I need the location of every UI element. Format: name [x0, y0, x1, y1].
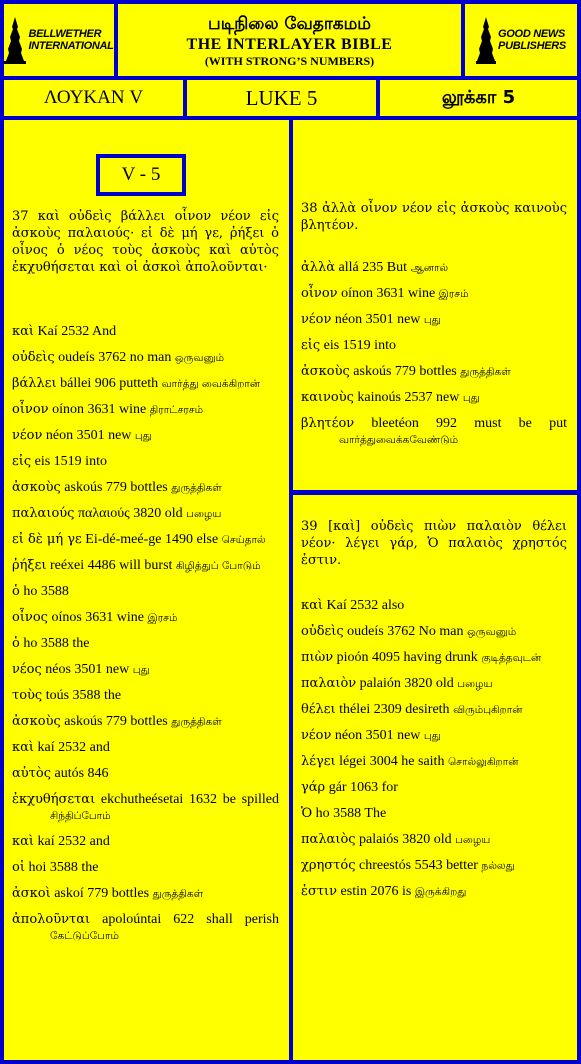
word-entry — [301, 598, 567, 614]
word-entry — [301, 702, 567, 718]
gloss: kaí 2532 and — [34, 740, 110, 755]
greek-word: θέλει — [301, 702, 336, 717]
word-entry — [301, 806, 567, 822]
tamil-gloss: சிந்திப்போம் — [50, 810, 111, 822]
word-entry — [301, 780, 567, 796]
word-entry — [301, 650, 567, 666]
word-entry — [12, 454, 279, 470]
tamil-gloss: புது — [134, 430, 152, 442]
word-entry — [301, 624, 567, 640]
word-entry — [301, 390, 567, 406]
greek-word: ἀσκοὺς — [12, 714, 61, 729]
word-entry — [12, 376, 279, 392]
word-entry — [301, 364, 567, 380]
greek-word: ἀσκοὺς — [12, 480, 61, 495]
word-entry — [12, 532, 279, 548]
word-entry — [12, 584, 279, 600]
chapter-label: V - 5 — [100, 158, 182, 192]
greek-word: ῥήξει — [12, 558, 47, 573]
greek-word: βλητέον — [301, 416, 355, 431]
word-entry — [12, 350, 279, 366]
tamil-gloss: இருக்கிறது — [414, 886, 467, 898]
word-entry — [12, 662, 279, 678]
greek-word: βάλλει — [12, 376, 57, 391]
tamil-gloss: ஒருவனும் — [174, 352, 225, 364]
tamil-gloss: புது — [462, 392, 480, 404]
logo-line1: BELLWETHER — [28, 28, 102, 40]
greek-word: χρηστός — [301, 858, 356, 873]
greek-word: οἶνον — [301, 286, 338, 301]
greek-word: Ὁ — [301, 806, 313, 821]
word-entry — [301, 728, 567, 744]
word-entry — [301, 676, 567, 692]
greek-word: οἱ — [12, 860, 25, 875]
gloss: kainoús 2537 new — [353, 390, 463, 405]
logo-line1: GOOD NEWS — [498, 28, 566, 40]
greek-word: αὐτὸς — [12, 766, 51, 781]
greek-word: παλαιὸν — [301, 676, 357, 691]
greek-word: λέγει — [301, 754, 336, 769]
word-entry — [301, 312, 567, 328]
tamil-gloss: துருத்திகள் — [152, 888, 204, 900]
gloss: apoloúntai 622 shall perish — [90, 912, 279, 927]
gloss: ho 3588 — [19, 584, 69, 599]
word-entry — [12, 558, 279, 574]
tamil-gloss: கேட்டுப்போம் — [50, 930, 119, 942]
word-entry — [301, 884, 567, 900]
word-entry — [12, 912, 279, 944]
gloss: allá 235 But — [335, 260, 411, 275]
book-greek: ΛΟΥΚΑΝ V — [4, 80, 183, 116]
gloss: oudeís 3762 no man — [54, 350, 175, 365]
gloss: oínon 3631 wine — [48, 402, 150, 417]
word-entry — [301, 858, 567, 874]
word-entry — [12, 610, 279, 626]
greek-word: παλαιὸς — [301, 832, 356, 847]
word-entry — [12, 480, 279, 496]
gloss: ho 3588 the — [19, 636, 90, 651]
gloss: Ei-dé-meé-ge 1490 else — [81, 532, 222, 547]
left-word-list — [12, 324, 279, 954]
word-entry — [12, 792, 279, 824]
greek-word: καὶ — [12, 324, 35, 339]
title-tamil: படிநிலை வேதாகமம் — [208, 13, 371, 34]
gloss: thélei 2309 desireth — [335, 702, 454, 717]
tamil-gloss: பழைய — [457, 678, 493, 690]
tamil-gloss: பழைய — [455, 834, 491, 846]
word-entry — [12, 766, 279, 782]
gloss: chreestós 5543 better — [355, 858, 482, 873]
tamil-gloss: கிழித்துப் போடும் — [175, 560, 261, 572]
word-entry — [12, 860, 279, 876]
greek-word: οἶνος — [12, 610, 48, 625]
gloss: reéxei 4486 will burst — [46, 558, 176, 573]
book-english: LUKE 5 — [187, 80, 376, 116]
tamil-gloss: நல்லது — [481, 860, 515, 872]
greek-word: πιὼν — [301, 650, 334, 665]
tamil-gloss: புது — [423, 314, 441, 326]
verse-38-text: 38 ἀλλὰ οἶνον νέον εἰς ἀσκοὺς καινοὺς βλητέον. — [301, 201, 567, 233]
verse-37-text: 37 καὶ οὐδεὶς βάλλει οἶνον νέον εἰς ἀσκοὺς παλαιούς· εἰ δὲ μή γε, ῥήξει ὁ οἶνος ὁ νέος τοὺς ἀσκοὺς καὶ αὐτὸς ἐκχυθήσεται καὶ οἱ ἀσκοὶ ἀπολοῦνται· — [12, 209, 279, 275]
gloss: oínon 3631 wine — [337, 286, 439, 301]
logo-line2: INTERNATIONAL — [28, 40, 114, 52]
greek-word: ἐστιν — [301, 884, 338, 899]
greek-word: καὶ — [301, 598, 324, 613]
tamil-gloss: இரசம் — [147, 612, 178, 624]
word-entry — [12, 402, 279, 418]
gloss: néon 3501 new — [331, 312, 424, 327]
gloss: ho 3588 The — [312, 806, 387, 821]
word-entry — [12, 324, 279, 340]
gloss: légei 3004 he saith — [335, 754, 448, 769]
bellwether-logo — [4, 4, 114, 76]
word-entry — [301, 416, 567, 448]
gloss: hoi 3588 the — [24, 860, 99, 875]
tamil-gloss: இரசம் — [438, 288, 469, 300]
verse-39-text: 39 [καὶ] οὐδεὶς πιὼν παλαιὸν θέλει νέον· λέγει γάρ, Ὁ παλαιὸς χρηστός ἐστιν. — [301, 519, 567, 568]
gloss: toús 3588 the — [42, 688, 122, 703]
tamil-gloss: பழைய — [186, 508, 222, 520]
greek-word: ἀπολοῦνται — [12, 912, 91, 927]
greek-word: γάρ — [301, 780, 326, 795]
gloss: eis 1519 into — [31, 454, 107, 469]
gloss: néon 3501 new — [42, 428, 135, 443]
word-entry — [301, 832, 567, 848]
greek-word: οἶνον — [12, 402, 49, 417]
title-english: THE INTERLAYER BIBLE — [186, 35, 393, 53]
greek-word: εἰς — [12, 454, 32, 469]
tamil-gloss: செய்தால் — [221, 534, 266, 546]
gloss: askoús 779 bottles — [349, 364, 461, 379]
greek-word: οὐδεὶς — [301, 624, 344, 639]
tamil-gloss: ஆனால் — [410, 262, 449, 274]
gloss: askoús 779 bottles — [60, 480, 172, 495]
greek-word: εἰ δὲ μή γε — [12, 532, 82, 547]
gloss: bleetéon 992 must be put — [354, 416, 567, 431]
tamil-gloss: துருத்திகள் — [171, 482, 222, 494]
tamil-gloss: சொல்லுகிறான் — [447, 756, 519, 768]
gloss: kaí 2532 and — [34, 834, 110, 849]
word-entry — [12, 886, 279, 902]
word-entry — [301, 754, 567, 770]
gloss: néos 3501 new — [41, 662, 133, 677]
greek-word: εἰς — [301, 338, 321, 353]
right-top-word-list — [301, 260, 567, 458]
greek-word: καὶ — [12, 740, 35, 755]
gloss: ekchutheésetai 1632 be spilled — [95, 792, 279, 807]
greek-word: ὁ — [12, 584, 20, 599]
greek-word: νέον — [301, 728, 332, 743]
word-entry — [12, 428, 279, 444]
greek-word: οὐδεὶς — [12, 350, 55, 365]
gloss: askoús 779 bottles — [60, 714, 172, 729]
word-entry — [12, 740, 279, 756]
word-entry — [12, 714, 279, 730]
greek-word: ἀσκοὺς — [301, 364, 350, 379]
word-entry — [301, 260, 567, 276]
bellwether-logo-icon — [4, 15, 26, 65]
greek-word: καὶ — [12, 834, 35, 849]
tamil-gloss: துருத்திகள் — [171, 716, 222, 728]
tamil-gloss: புது — [423, 730, 441, 742]
tamil-gloss: வார்த்துவைக்கவேண்டும் — [339, 434, 459, 446]
greek-word: νέον — [12, 428, 43, 443]
gloss: bállei 906 putteth — [56, 376, 162, 391]
greek-word: ἀσκοὶ — [12, 886, 51, 901]
greek-word: νέος — [12, 662, 42, 677]
word-entry — [301, 338, 567, 354]
book-tamil: லூக்கா 5 — [380, 80, 577, 116]
word-entry — [12, 636, 279, 652]
gloss: oínos 3631 wine — [47, 610, 148, 625]
gloss: gár 1063 for — [325, 780, 398, 795]
chapter-box — [96, 154, 186, 196]
greek-word: ἐκχυθήσεται — [12, 792, 96, 807]
tamil-gloss: துருத்திகள் — [460, 366, 511, 378]
word-entry — [12, 688, 279, 704]
greek-word: παλαιούς — [12, 506, 75, 521]
gloss: pioón 4095 having drunk — [333, 650, 482, 665]
gloss: autós 846 — [50, 766, 109, 781]
gloss: estin 2076 is — [337, 884, 415, 899]
gloss: askoí 779 bottles — [50, 886, 153, 901]
greek-word: νέον — [301, 312, 332, 327]
tamil-gloss: விரும்புகிறான் — [453, 704, 523, 716]
greek-word: ὁ — [12, 636, 20, 651]
gloss: eis 1519 into — [320, 338, 396, 353]
gloss: néon 3501 new — [331, 728, 424, 743]
gloss: παλαιούς 3820 old — [74, 506, 187, 521]
gloss: Kaí 2532 also — [323, 598, 405, 613]
word-entry — [12, 834, 279, 850]
word-entry — [301, 286, 567, 302]
good-news-logo-icon — [476, 15, 496, 65]
tamil-gloss: திராட்சரசம் — [149, 404, 204, 416]
greek-word: ἀλλὰ — [301, 260, 336, 275]
tamil-gloss: புது — [132, 664, 150, 676]
tamil-gloss: வார்த்து வைக்கிறான் — [161, 378, 261, 390]
gloss: palaiós 3820 old — [355, 832, 456, 847]
tamil-gloss: குடித்தவுடன் — [481, 652, 542, 664]
gloss: Kaí 2532 And — [34, 324, 117, 339]
greek-word: καινοὺς — [301, 390, 354, 405]
title-subtitle: (WITH STRONG’S NUMBERS) — [204, 53, 375, 68]
right-bottom-word-list — [301, 598, 567, 910]
good-news-logo — [465, 4, 577, 76]
greek-word: τοὺς — [12, 688, 43, 703]
gloss: oudeís 3762 No man — [343, 624, 467, 639]
word-entry — [12, 506, 279, 522]
tamil-gloss: ஒருவனும் — [466, 626, 517, 638]
gloss: palaión 3820 old — [356, 676, 458, 691]
title-block — [118, 4, 461, 76]
logo-line2: PUBLISHERS — [498, 40, 566, 52]
